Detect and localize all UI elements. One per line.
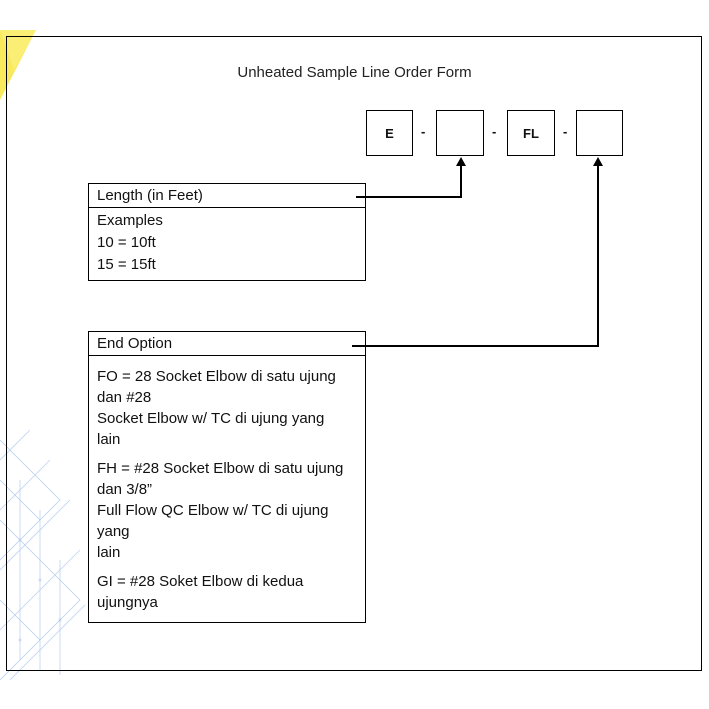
code-separator: - — [421, 124, 426, 139]
length-panel-header: Length (in Feet) — [89, 184, 365, 208]
code-segment-length-input[interactable] — [436, 110, 484, 156]
end-option-fh — [97, 458, 357, 563]
end-option-panel-header: End Option — [89, 332, 365, 356]
end-option-gi — [97, 571, 357, 613]
length-example-line: 10 = 10ft — [97, 234, 156, 251]
option-line: FO = 28 Socket Elbow di satu ujung — [97, 368, 336, 385]
code-segment-fl: FL — [507, 110, 555, 156]
length-panel — [88, 183, 366, 281]
code-segment-end-option-input[interactable] — [576, 110, 623, 156]
option-line: dan 3/8” — [97, 481, 153, 498]
option-line: Socket Elbow w/ TC di ujung yang — [97, 410, 325, 427]
end-option-panel-body — [89, 356, 365, 625]
code-separator: - — [563, 124, 568, 139]
end-option-panel — [88, 331, 366, 623]
code-separator: - — [492, 124, 497, 139]
form-title: Unheated Sample Line Order Form — [237, 64, 472, 81]
option-line: GI = #28 Soket Elbow di kedua — [97, 573, 304, 590]
option-line: FH = #28 Socket Elbow di satu ujung — [97, 460, 344, 477]
option-line: dan #28 — [97, 389, 152, 406]
length-panel-body — [89, 208, 365, 280]
option-line: yang — [97, 523, 130, 540]
option-line: ujungnya — [97, 594, 158, 611]
length-example-line: 15 = 15ft — [97, 256, 156, 273]
length-example-line: Examples — [97, 212, 163, 229]
option-line: lain — [97, 544, 121, 561]
option-line: lain — [97, 431, 121, 448]
code-segment-prefix: E — [366, 110, 413, 156]
end-option-fo — [97, 366, 357, 450]
option-line: Full Flow QC Elbow w/ TC di ujung — [97, 502, 329, 519]
